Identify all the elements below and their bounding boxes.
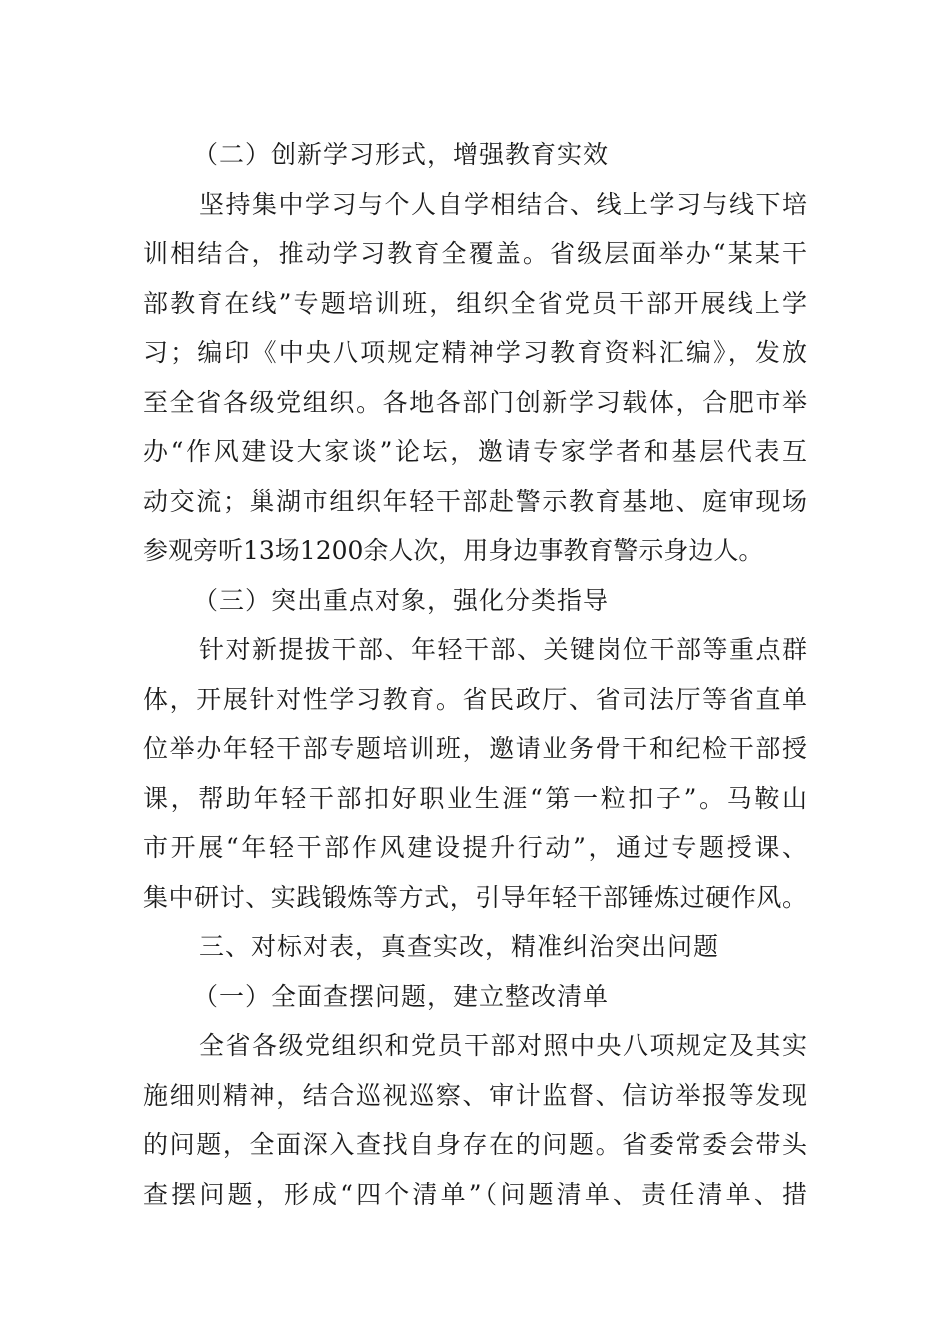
paragraph-line: 课，帮助年轻干部扣好职业生涯“第一粒扣子”。马鞍山 [143,783,807,813]
paragraph-line: 部教育在线”专题培训班，组织全省党员干部开展线上学 [143,288,807,318]
paragraph-line: 训相结合，推动学习教育全覆盖。省级层面举办“某某干 [143,239,807,268]
paragraph-line: 至全省各级党组织。各地各部门创新学习载体，合肥市举 [143,387,807,417]
paragraph-line: 坚持集中学习与个人自学相结合、线上学习与线下培 [199,189,807,219]
paragraph-line: 针对新提拔干部、年轻干部、关键岗位干部等重点群 [199,635,807,664]
section-heading-rectify: 三、对标对表，真查实改，精准纠治突出问题 [199,932,720,961]
subheading-innovate-learning: （二）创新学习形式，增强教育实效 [193,140,610,169]
paragraph-line: 体，开展针对性学习教育。省民政厅、省司法厅等省直单 [143,684,807,714]
paragraph-line: 位举办年轻干部专题培训班，邀请业务骨干和纪检干部授 [143,734,807,763]
paragraph-line: 办“作风建设大家谈”论坛，邀请专家学者和基层代表互 [143,437,807,466]
paragraph-line: 的问题，全面深入查找自身存在的问题。省委常委会带头 [143,1130,807,1159]
subheading-find-problems: （一）全面查摆问题，建立整改清单 [193,981,610,1011]
paragraph-line: 市开展“年轻干部作风建设提升行动”，通过专题授课、 [143,833,807,862]
paragraph-line: 集中研讨、实践锻炼等方式，引导年轻干部锤炼过硬作风。 [143,882,807,912]
subheading-key-targets: （三）突出重点对象，强化分类指导 [193,585,610,615]
paragraph-line: 习；编印《中央八项规定精神学习教育资料汇编》，发放 [143,338,807,367]
paragraph-line: 动交流；巢湖市组织年轻干部赴警示教育基地、庭审现场 [143,486,807,516]
paragraph-line: 施细则精神，结合巡视巡察、审计监督、信访举报等发现 [143,1080,807,1110]
document-body [143,130,807,1219]
paragraph-line-last: 参观旁听13场1200余人次，用身边事教育警示身边人。 [143,536,764,565]
paragraph-line: 全省各级党组织和党员干部对照中央八项规定及其实 [199,1031,807,1060]
paragraph-line: 查摆问题，形成“四个清单”（问题清单、责任清单、措 [143,1179,807,1209]
